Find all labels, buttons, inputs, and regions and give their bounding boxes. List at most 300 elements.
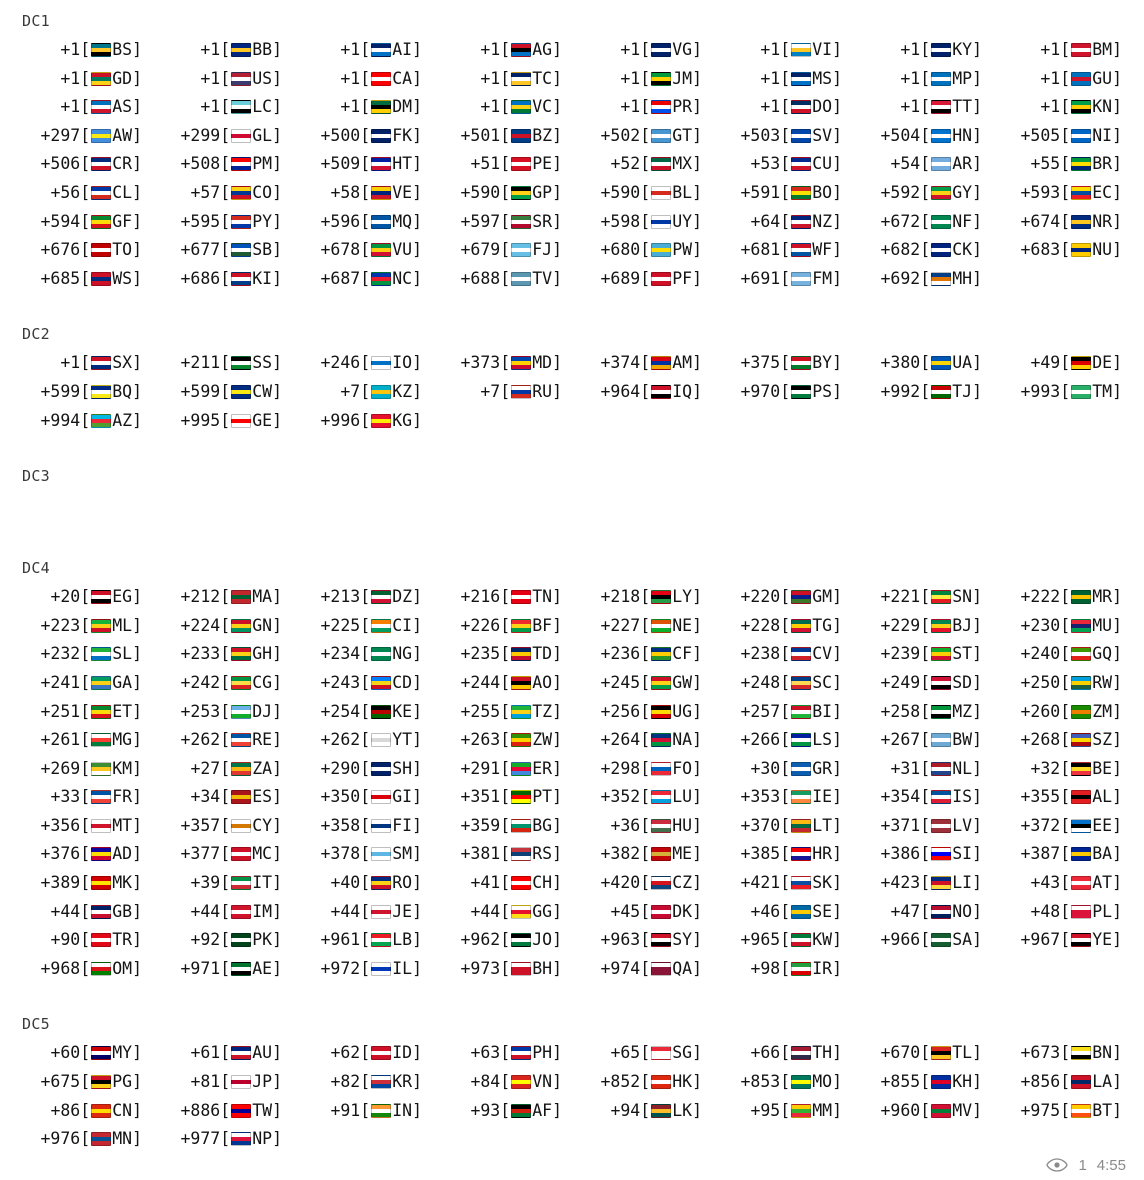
country-code-entry[interactable] (294, 122, 434, 151)
country-code-entry[interactable] (714, 812, 854, 841)
country-code-entry[interactable] (14, 349, 154, 378)
dial-code: +1 (480, 97, 501, 117)
country-code-entry[interactable] (574, 150, 714, 179)
country-code-entry[interactable] (854, 698, 994, 727)
country-iso-code: MU (1092, 615, 1113, 635)
bracket-close: ] (832, 901, 842, 921)
country-code-entry[interactable] (574, 755, 714, 784)
country-code-entry[interactable] (714, 208, 854, 237)
country-code-entry[interactable] (294, 349, 434, 378)
country-code-entry[interactable] (434, 36, 574, 65)
bracket-close: ] (832, 182, 842, 202)
country-code-entry[interactable] (434, 955, 574, 984)
country-code-entry[interactable] (994, 1039, 1134, 1068)
country-code-entry[interactable] (154, 179, 294, 208)
country-code-entry[interactable] (154, 726, 294, 755)
country-code-entry[interactable] (714, 1097, 854, 1126)
flag-icon (371, 100, 391, 114)
country-code-entry[interactable] (14, 1068, 154, 1097)
country-code-entry[interactable] (714, 349, 854, 378)
country-code-entry[interactable] (14, 669, 154, 698)
bracket-open: [ (1060, 353, 1071, 373)
country-code-entry[interactable] (994, 378, 1134, 407)
country-code-entry[interactable] (574, 122, 714, 151)
bracket-open: [ (220, 268, 231, 288)
country-code-entry[interactable] (434, 1039, 574, 1068)
flag-icon (371, 243, 391, 257)
country-code-entry[interactable] (434, 698, 574, 727)
country-code-entry[interactable] (434, 349, 574, 378)
country-code-entry[interactable] (294, 783, 434, 812)
country-code-entry[interactable] (294, 669, 434, 698)
country-code-entry[interactable] (434, 208, 574, 237)
country-code-entry[interactable] (854, 208, 994, 237)
bracket-close: ] (1112, 615, 1122, 635)
country-code-entry[interactable] (854, 583, 994, 612)
bracket-close: ] (412, 958, 422, 978)
country-code-entry[interactable] (854, 1039, 994, 1068)
bracket-close: ] (272, 410, 282, 430)
country-code-entry[interactable] (714, 583, 854, 612)
country-code-entry[interactable] (994, 208, 1134, 237)
country-code-entry[interactable] (154, 840, 294, 869)
dc-grid (0, 349, 1144, 435)
country-code-entry[interactable] (714, 869, 854, 898)
country-code-entry[interactable] (574, 955, 714, 984)
country-code-entry[interactable] (154, 755, 294, 784)
country-iso-code: KR (392, 1072, 413, 1092)
country-code-entry[interactable] (994, 926, 1134, 955)
country-code-entry[interactable] (854, 265, 994, 294)
country-code-entry[interactable] (434, 926, 574, 955)
bracket-close: ] (552, 97, 562, 117)
country-code-entry[interactable] (854, 783, 994, 812)
bracket-open: [ (360, 644, 371, 664)
dial-code: +229 (880, 615, 921, 635)
country-code-entry[interactable] (294, 265, 434, 294)
bracket-close: ] (1112, 1072, 1122, 1092)
country-code-entry[interactable] (714, 179, 854, 208)
country-code-entry[interactable] (714, 926, 854, 955)
country-code-entry[interactable] (294, 755, 434, 784)
bracket-open: [ (780, 125, 791, 145)
country-code-entry[interactable] (714, 698, 854, 727)
country-code-entry[interactable] (154, 349, 294, 378)
country-code-entry[interactable] (14, 926, 154, 955)
country-code-entry[interactable] (574, 726, 714, 755)
bracket-close: ] (692, 97, 702, 117)
country-code-entry[interactable] (714, 726, 854, 755)
flag-icon (231, 962, 251, 976)
country-code-entry[interactable] (574, 869, 714, 898)
country-code-entry[interactable] (714, 150, 854, 179)
country-code-entry[interactable] (294, 926, 434, 955)
country-code-entry[interactable] (434, 265, 574, 294)
country-code-entry[interactable] (154, 65, 294, 94)
country-code-entry[interactable] (434, 812, 574, 841)
flag-icon (931, 100, 951, 114)
dial-code: +236 (600, 644, 641, 664)
country-code-entry[interactable] (14, 840, 154, 869)
country-iso-code: RS (532, 844, 553, 864)
dial-code: +1 (60, 353, 81, 373)
country-code-entry[interactable] (154, 898, 294, 927)
bracket-open: [ (220, 1100, 231, 1120)
country-iso-code: LK (672, 1100, 693, 1120)
country-code-entry[interactable] (854, 65, 994, 94)
country-code-entry[interactable] (154, 612, 294, 641)
country-code-entry[interactable] (854, 840, 994, 869)
dial-code: +691 (740, 268, 781, 288)
country-code-entry[interactable] (154, 869, 294, 898)
bracket-open: [ (920, 125, 931, 145)
country-code-entry[interactable] (994, 179, 1134, 208)
country-code-entry[interactable] (434, 612, 574, 641)
country-code-entry[interactable] (434, 640, 574, 669)
country-code-entry[interactable] (714, 65, 854, 94)
bracket-open: [ (780, 587, 791, 607)
country-code-entry[interactable] (294, 583, 434, 612)
flag-icon (651, 186, 671, 200)
country-iso-code: ES (252, 787, 273, 807)
bracket-close: ] (552, 901, 562, 921)
flag-icon (1071, 215, 1091, 229)
country-code-entry[interactable] (994, 349, 1134, 378)
country-code-entry[interactable] (574, 236, 714, 265)
country-code-entry[interactable] (14, 583, 154, 612)
country-code-entry[interactable] (294, 869, 434, 898)
country-code-entry[interactable] (574, 1039, 714, 1068)
country-code-entry[interactable] (994, 869, 1134, 898)
country-code-entry[interactable] (714, 669, 854, 698)
country-code-entry[interactable] (854, 179, 994, 208)
country-code-entry[interactable] (854, 612, 994, 641)
country-code-entry[interactable] (294, 378, 434, 407)
country-code-entry[interactable] (994, 1097, 1134, 1126)
country-code-entry[interactable] (294, 150, 434, 179)
country-code-entry[interactable] (994, 812, 1134, 841)
country-code-entry[interactable] (14, 65, 154, 94)
country-code-entry[interactable] (994, 783, 1134, 812)
dial-code: +258 (880, 701, 921, 721)
bracket-open: [ (500, 758, 511, 778)
bracket-close: ] (832, 615, 842, 635)
country-code-entry[interactable] (854, 669, 994, 698)
flag-icon (511, 243, 531, 257)
country-code-entry[interactable] (714, 840, 854, 869)
country-code-entry[interactable] (434, 840, 574, 869)
country-code-entry[interactable] (434, 869, 574, 898)
country-code-entry[interactable] (154, 36, 294, 65)
country-code-entry[interactable] (574, 640, 714, 669)
country-code-entry[interactable] (714, 783, 854, 812)
country-code-entry[interactable] (434, 726, 574, 755)
country-code-entry[interactable] (434, 122, 574, 151)
bracket-open: [ (920, 1100, 931, 1120)
dial-code: +683 (1020, 240, 1061, 260)
bracket-open: [ (360, 1100, 371, 1120)
dial-code: +673 (1020, 1043, 1061, 1063)
bracket-close: ] (412, 873, 422, 893)
country-code-entry[interactable] (714, 1039, 854, 1068)
country-iso-code: GP (532, 182, 553, 202)
country-code-entry[interactable] (994, 236, 1134, 265)
country-iso-code: GH (252, 644, 273, 664)
country-code-entry[interactable] (294, 726, 434, 755)
country-code-entry[interactable] (294, 407, 434, 436)
country-code-entry[interactable] (14, 407, 154, 436)
country-code-entry[interactable] (434, 236, 574, 265)
country-code-entry[interactable] (154, 955, 294, 984)
country-code-entry[interactable] (14, 812, 154, 841)
bracket-close: ] (972, 787, 982, 807)
country-code-entry[interactable] (574, 265, 714, 294)
country-code-entry[interactable] (574, 812, 714, 841)
country-code-entry[interactable] (154, 150, 294, 179)
country-code-entry[interactable] (574, 1068, 714, 1097)
country-code-entry[interactable] (714, 265, 854, 294)
country-code-entry[interactable] (994, 669, 1134, 698)
country-code-entry[interactable] (994, 640, 1134, 669)
country-iso-code: MQ (392, 211, 413, 231)
country-code-entry[interactable] (574, 583, 714, 612)
country-code-entry[interactable] (294, 65, 434, 94)
country-code-entry[interactable] (154, 1068, 294, 1097)
country-code-entry[interactable] (574, 1097, 714, 1126)
country-code-entry[interactable] (294, 898, 434, 927)
country-iso-code: PF (672, 268, 693, 288)
country-code-entry[interactable] (434, 898, 574, 927)
country-code-entry[interactable] (434, 1068, 574, 1097)
country-code-entry[interactable] (994, 898, 1134, 927)
country-code-entry[interactable] (14, 698, 154, 727)
country-code-entry[interactable] (574, 65, 714, 94)
country-code-entry[interactable] (14, 36, 154, 65)
country-code-entry[interactable] (154, 783, 294, 812)
country-code-entry[interactable] (14, 1097, 154, 1126)
country-code-entry[interactable] (14, 955, 154, 984)
country-code-entry[interactable] (14, 236, 154, 265)
dial-code: +994 (40, 410, 81, 430)
bracket-open: [ (640, 1100, 651, 1120)
country-code-entry[interactable] (994, 65, 1134, 94)
country-code-entry[interactable] (994, 1068, 1134, 1097)
country-code-entry[interactable] (434, 150, 574, 179)
country-code-entry[interactable] (854, 1097, 994, 1126)
country-code-entry[interactable] (14, 755, 154, 784)
country-code-entry[interactable] (154, 640, 294, 669)
country-code-entry[interactable] (14, 783, 154, 812)
country-code-entry[interactable] (154, 1125, 294, 1154)
country-code-entry[interactable] (574, 612, 714, 641)
country-code-entry[interactable] (14, 179, 154, 208)
country-code-entry[interactable] (854, 812, 994, 841)
country-code-entry[interactable] (994, 36, 1134, 65)
country-code-entry[interactable] (14, 378, 154, 407)
country-code-entry[interactable] (994, 93, 1134, 122)
flag-icon (1071, 72, 1091, 86)
country-code-entry[interactable] (994, 755, 1134, 784)
country-code-entry[interactable] (14, 726, 154, 755)
flag-icon (791, 385, 811, 399)
country-code-entry[interactable] (434, 378, 574, 407)
dial-code: +977 (180, 1129, 221, 1149)
country-code-entry[interactable] (854, 898, 994, 927)
country-code-entry[interactable] (154, 93, 294, 122)
country-code-entry[interactable] (714, 898, 854, 927)
country-code-entry[interactable] (714, 755, 854, 784)
country-code-entry[interactable] (574, 93, 714, 122)
country-code-entry[interactable] (574, 926, 714, 955)
bracket-open: [ (80, 40, 91, 59)
country-code-entry[interactable] (854, 349, 994, 378)
country-code-entry[interactable] (994, 698, 1134, 727)
country-code-entry[interactable] (14, 208, 154, 237)
bracket-close: ] (132, 815, 142, 835)
country-iso-code: CH (532, 873, 553, 893)
country-code-entry[interactable] (854, 93, 994, 122)
country-code-entry[interactable] (14, 150, 154, 179)
dial-code: +681 (740, 240, 781, 260)
country-code-entry[interactable] (14, 640, 154, 669)
country-code-entry[interactable] (854, 122, 994, 151)
bracket-close: ] (272, 901, 282, 921)
country-code-entry[interactable] (294, 179, 434, 208)
country-code-entry[interactable] (574, 898, 714, 927)
country-code-entry[interactable] (294, 236, 434, 265)
flag-icon (651, 790, 671, 804)
country-code-entry[interactable] (294, 698, 434, 727)
bracket-open: [ (780, 958, 791, 978)
country-code-entry[interactable] (854, 726, 994, 755)
bracket-open: [ (1060, 211, 1071, 231)
country-code-entry[interactable] (574, 208, 714, 237)
country-code-entry[interactable] (154, 812, 294, 841)
country-code-entry[interactable] (714, 378, 854, 407)
country-code-entry[interactable] (14, 869, 154, 898)
country-code-entry[interactable] (154, 583, 294, 612)
country-code-entry[interactable] (714, 640, 854, 669)
country-code-entry[interactable] (154, 236, 294, 265)
country-code-entry[interactable] (434, 1097, 574, 1126)
country-code-entry[interactable] (294, 1068, 434, 1097)
country-code-entry[interactable] (714, 36, 854, 65)
flag-icon (931, 676, 951, 690)
country-code-entry[interactable] (994, 583, 1134, 612)
country-code-entry[interactable] (854, 378, 994, 407)
country-code-entry[interactable] (14, 93, 154, 122)
country-code-entry[interactable] (294, 612, 434, 641)
bracket-open: [ (80, 1100, 91, 1120)
country-code-entry[interactable] (574, 378, 714, 407)
country-code-entry[interactable] (434, 93, 574, 122)
country-code-entry[interactable] (294, 1039, 434, 1068)
country-code-entry[interactable] (434, 583, 574, 612)
country-code-entry[interactable] (854, 869, 994, 898)
country-code-entry[interactable] (994, 612, 1134, 641)
country-code-entry[interactable] (14, 612, 154, 641)
country-code-entry[interactable] (154, 407, 294, 436)
bracket-close: ] (832, 644, 842, 664)
country-code-entry[interactable] (854, 236, 994, 265)
country-code-entry[interactable] (154, 122, 294, 151)
country-code-entry[interactable] (714, 93, 854, 122)
country-code-entry[interactable] (154, 265, 294, 294)
country-code-entry[interactable] (574, 840, 714, 869)
country-code-entry[interactable] (14, 1039, 154, 1068)
country-code-entry[interactable] (994, 122, 1134, 151)
country-code-entry[interactable] (574, 698, 714, 727)
bracket-close: ] (972, 758, 982, 778)
bracket-close: ] (412, 587, 422, 607)
bracket-open: [ (920, 1043, 931, 1063)
country-code-entry[interactable] (574, 179, 714, 208)
country-code-entry[interactable] (294, 1097, 434, 1126)
country-code-entry[interactable] (154, 698, 294, 727)
country-iso-code: CO (252, 182, 273, 202)
country-code-entry[interactable] (294, 36, 434, 65)
country-code-entry[interactable] (154, 1097, 294, 1126)
country-code-entry[interactable] (854, 926, 994, 955)
country-code-entry[interactable] (714, 122, 854, 151)
country-code-entry[interactable] (294, 640, 434, 669)
country-code-entry[interactable] (14, 898, 154, 927)
country-code-entry[interactable] (14, 265, 154, 294)
bracket-close: ] (832, 672, 842, 692)
country-code-entry[interactable] (14, 1125, 154, 1154)
country-code-entry[interactable] (854, 36, 994, 65)
country-code-entry[interactable] (714, 1068, 854, 1097)
country-code-entry[interactable] (294, 208, 434, 237)
bracket-open: [ (780, 815, 791, 835)
country-code-entry[interactable] (714, 612, 854, 641)
country-code-entry[interactable] (854, 755, 994, 784)
country-iso-code: MN (112, 1129, 133, 1149)
flag-icon (1071, 1104, 1091, 1118)
country-code-entry[interactable] (574, 783, 714, 812)
country-code-entry[interactable] (714, 236, 854, 265)
country-code-entry[interactable] (574, 669, 714, 698)
country-code-entry[interactable] (294, 812, 434, 841)
country-code-entry[interactable] (154, 208, 294, 237)
country-code-entry[interactable] (434, 179, 574, 208)
country-code-entry[interactable] (14, 122, 154, 151)
country-code-entry[interactable] (854, 640, 994, 669)
country-code-entry[interactable] (434, 65, 574, 94)
country-code-entry[interactable] (434, 669, 574, 698)
bracket-close: ] (692, 1072, 702, 1092)
country-code-entry[interactable] (574, 349, 714, 378)
country-code-entry[interactable] (854, 150, 994, 179)
country-code-entry[interactable] (294, 840, 434, 869)
country-code-entry[interactable] (854, 1068, 994, 1097)
country-code-entry[interactable] (154, 926, 294, 955)
country-code-entry[interactable] (154, 1039, 294, 1068)
country-code-entry[interactable] (434, 783, 574, 812)
country-code-entry[interactable] (294, 955, 434, 984)
country-code-entry[interactable] (994, 150, 1134, 179)
country-code-entry[interactable] (994, 726, 1134, 755)
country-code-entry[interactable] (574, 36, 714, 65)
country-code-entry[interactable] (994, 840, 1134, 869)
country-code-entry[interactable] (434, 755, 574, 784)
country-code-entry[interactable] (154, 378, 294, 407)
bracket-close: ] (692, 40, 702, 59)
country-code-entry[interactable] (294, 93, 434, 122)
country-iso-code: GN (252, 615, 273, 635)
country-code-entry[interactable] (154, 669, 294, 698)
country-code-entry[interactable] (714, 955, 854, 984)
